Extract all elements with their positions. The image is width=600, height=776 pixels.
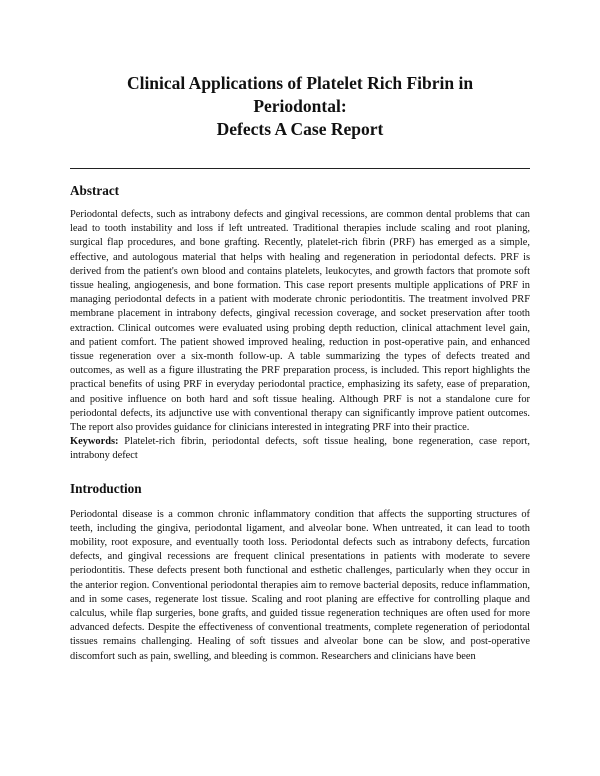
abstract-section <box>70 183 530 464</box>
introduction-text: Periodontal disease is a common chronic inflammatory condition that affects the supporting structures of teeth, including the gingiva, periodontal ligament, and alveolar bone. When untreated, it can lead to tooth mobility, root exposure, and eventually tooth loss. Periodontal defects such as intrabony defects, furcation defects, and gingival recessions are frequent clinical presentations in patients with moderate to severe periodontitis. These defects present both functional and esthetic challenges, particularly when they occur in the anterior region. Conventional periodontal therapies aim to remove bacterial deposits, reduce inflammation, and in some cases, regenerate lost tissue. Scaling and root planing are effective for controlling plaque and calculus, while flap surgeries, bone grafts, and guided tissue regeneration techniques are often used for more advanced defects. Despite the effectiveness of conventional treatments, complete regeneration of periodontal tissues remains challenging. Healing of soft tissues and alveolar bone can be slow, and post-operative discomfort such as pain, swelling, and bleeding is common. Researchers and clinicians have been <box>70 508 530 662</box>
title-divider <box>70 168 530 169</box>
abstract-text: Periodontal defects, such as intrabony defects and gingival recessions, are common dental problems that can lead to tooth instability and loss if left untreated. Traditional therapies include scaling and root planing, surgical flap procedures, and bone grafting. Recently, platelet-rich fibrin (PRF) has emerged as a simple, effective, and autologous material that helps with healing and regeneration in periodontal defects. PRF is derived from the patient's own blood and contains platelets, leukocytes, and growth factors that promote soft tissue healing, angiogenesis, and bone formation. This case report presents multiple applications of PRF in managing periodontal defects in a patient with moderate chronic periodontitis. The treatment involved PRF membrane placement in intrabony defects, gingival recession coverage, and socket preservation after tooth extraction. Clinical outcomes were evaluated using probing depth reduction, clinical attachment level gain, and patient comfort. The patient showed improved healing, reduction in post-operative pain, and enhanced tissue regeneration over a six-month follow-up. A table summarizing the types of defects treated and outcomes, as well as a figure illustrating the PRF preparation process, is included. This report highlights the practical benefits of using PRF in everyday periodontal practice, emphasizing its safety, ease of preparation, and positive influence on both hard and soft tissue healing. Although PRF is not a standalone cure for periodontal defects, its adjunctive use with conventional therapy can significantly improve patient outcomes. The report also provides guidance for clinicians interested in integrating PRF into their practice. <box>70 209 530 434</box>
abstract-heading: Abstract <box>70 183 120 198</box>
keywords-label: Keywords: <box>70 436 119 448</box>
introduction-section <box>70 481 530 664</box>
title-line-1: Clinical Applications of Platelet Rich Fibrin in Periodontal: <box>126 73 474 116</box>
paper-title <box>70 72 530 141</box>
keywords-text: Platelet-rich fibrin, periodontal defects, soft tissue healing, bone regeneration, case report, intrabony defect <box>70 436 530 462</box>
keywords-paragraph <box>70 435 530 463</box>
introduction-heading: Introduction <box>70 480 142 496</box>
title-line-2: Defects A Case Report <box>216 119 384 139</box>
